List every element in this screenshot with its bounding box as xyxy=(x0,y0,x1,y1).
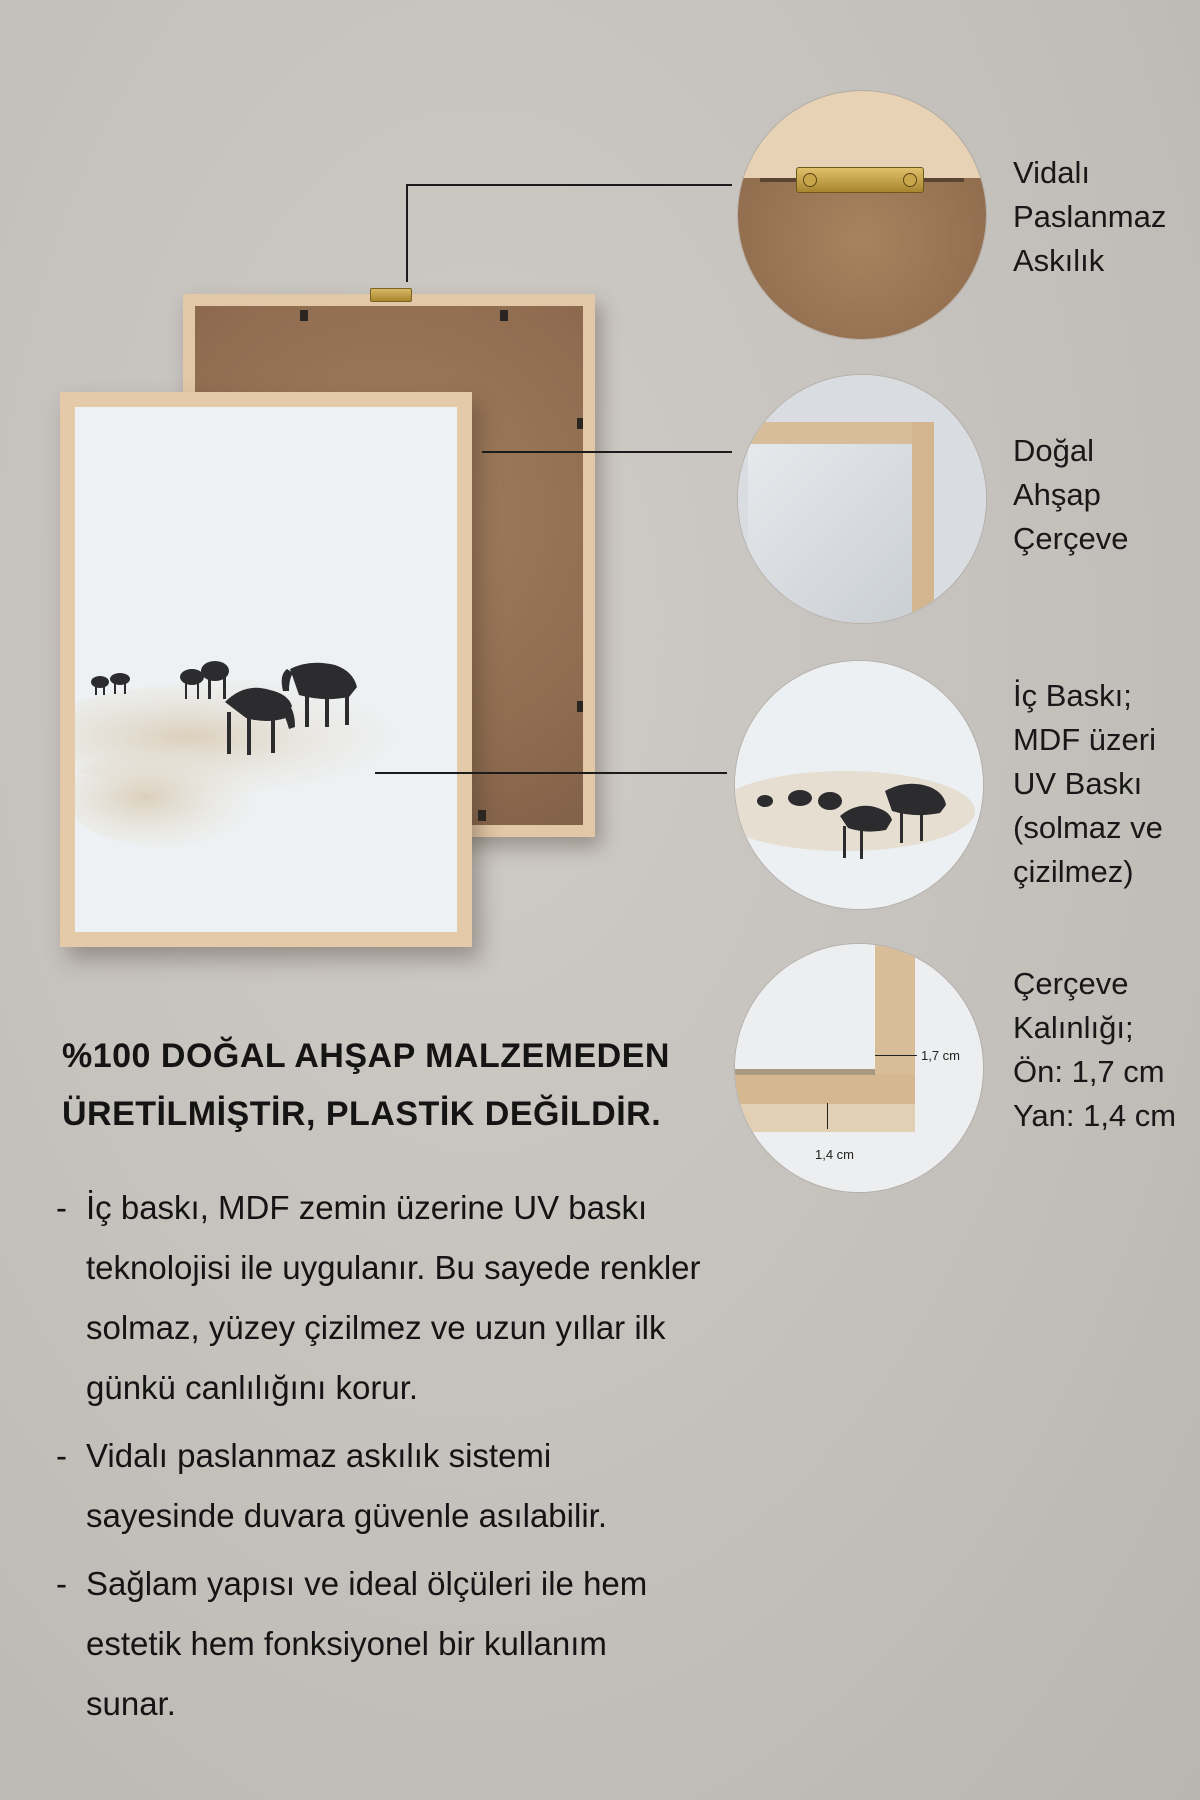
frame-front-view xyxy=(60,392,472,947)
frame-clip xyxy=(478,810,486,821)
connector-line-wood xyxy=(482,451,732,453)
connector-line-print xyxy=(375,772,727,774)
connector-line-hanger xyxy=(408,184,732,186)
frame-clip xyxy=(577,701,583,712)
sawtooth-hanger-icon xyxy=(370,288,412,302)
detail-circle-hanger xyxy=(738,91,986,339)
caption-hanger: Vidalı Paslanmaz Askılık xyxy=(1013,155,1167,278)
print-closeup-illustration xyxy=(735,661,983,909)
dimension-label-front: 1,7 cm xyxy=(921,1048,961,1063)
feature-bullet-list xyxy=(56,1178,776,1742)
bullet-structure: - Sağlam yapısı ve ideal ölçüleri ile hem estetik hem fonksiyonel bir kullanım sunar. xyxy=(56,1565,648,1722)
dimension-label-side: 1,4 cm xyxy=(815,1147,855,1162)
dimension-line-side xyxy=(827,1103,828,1129)
detail-circle-wood-corner xyxy=(738,375,986,623)
connector-line-hanger-vertical xyxy=(406,184,408,282)
caption-thickness: Çerçeve Kalınlığı; Ön: 1,7 cm Yan: 1,4 cm xyxy=(1013,966,1177,1133)
caption-wood: Doğal Ahşap Çerçeve xyxy=(1013,433,1129,556)
detail-circle-print xyxy=(735,661,983,909)
dimension-line-front xyxy=(875,1055,917,1056)
frame-clip xyxy=(500,310,508,321)
detail-circle-thickness xyxy=(735,944,983,1192)
frame-clip xyxy=(577,418,583,429)
bullet-hanger: - Vidalı paslanmaz askılık sistemi sayesinde duvara güvenle asılabilir. xyxy=(56,1437,607,1534)
bullet-uv-print: - İç baskı, MDF zemin üzerine UV baskı teknolojisi ile uygulanır. Bu sayede renkler solmaz, yüzey çizilmez ve uzun yıllar ilk günkü canlılığını korur. xyxy=(56,1189,701,1406)
caption-print: İç Baskı; MDF üzeri UV Baskı (solmaz ve çizilmez) xyxy=(1013,678,1163,889)
wildebeest-print xyxy=(75,407,457,932)
wildebeest-illustration xyxy=(75,407,457,932)
headline: %100 DOĞAL AHŞAP MALZEMEDEN ÜRETİLMİŞTİR, PLASTİK DEĞİLDİR. xyxy=(62,1037,670,1133)
frame-clip xyxy=(300,310,308,321)
